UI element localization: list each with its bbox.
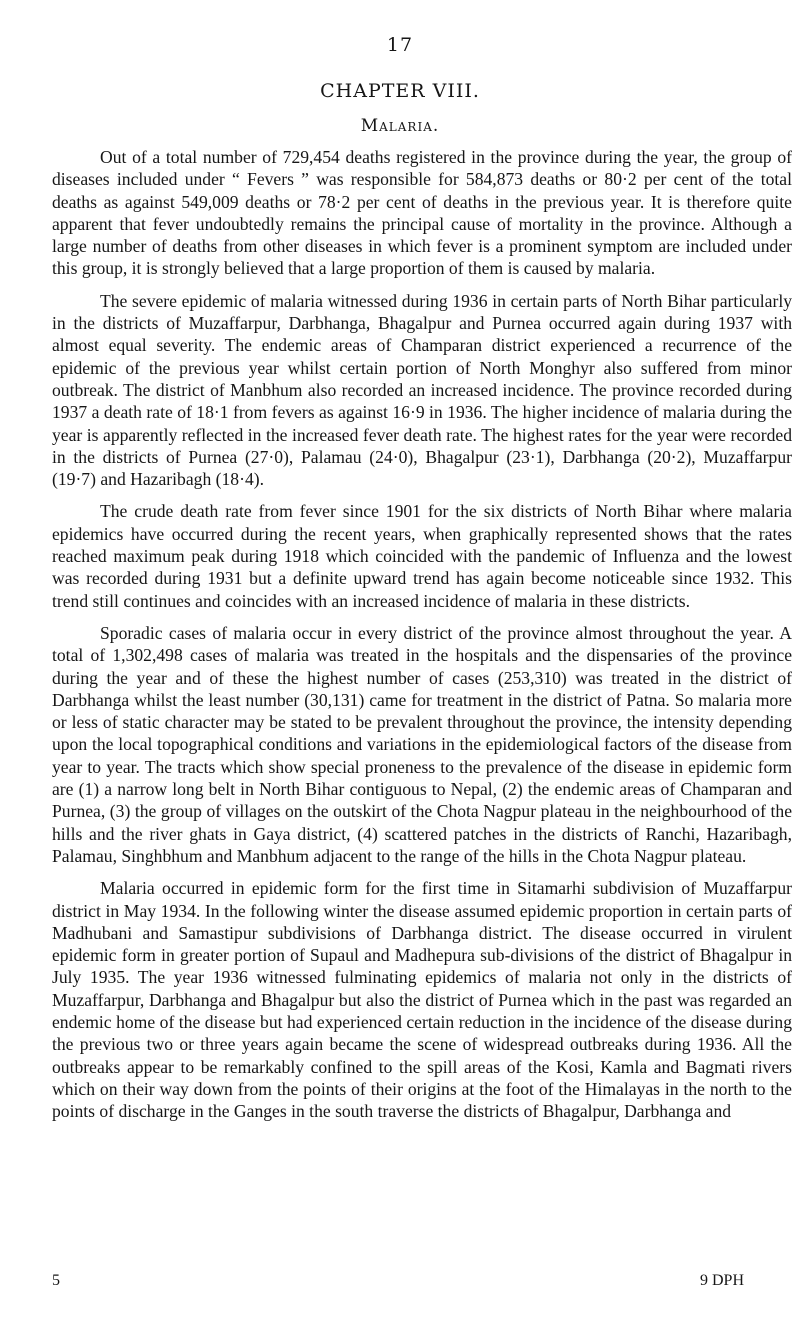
page-number: 17 bbox=[386, 34, 414, 56]
paragraph: Out of a total number of 729,454 deaths registered in the province during the year, the group of diseases included under “ Fevers ” was responsible for 584,873 deaths or 80·2 per cent of the total deaths as against 549,009 deaths or 78·2 per cent of deaths in the previous year. It is therefore quite apparent that fever undoubtedly remains the principal cause of mortality in the province. Although a large number of deaths from other diseases in which fever is a prominent symptom are included under this group, it is strongly believed that a large proportion of them is caused by malaria. bbox=[52, 147, 792, 279]
printer-mark: 9 DPH bbox=[699, 1272, 744, 1289]
signature-mark: 5 bbox=[52, 1272, 60, 1289]
section-title: Malaria. bbox=[360, 116, 440, 136]
paragraph: Sporadic cases of malaria occur in every district of the province almost throughout the year. A total of 1,302,498 cases of malaria was treated in the hospitals and the dispensaries of the province during the year and of these the highest number of cases (253,310) was treated in the district of Darbhanga whilst the least number (30,131) came for treatment in the district of Patna. So malaria more or less of static character may be stated to be prevalent throughout the province, the intensity depending upon the local topographical conditions and variations in the epidemiological factors of the disease from year to year. The tracts which show special proneness to the prevalence of the disease in epidemic form are (1) a narrow long belt in North Bihar contiguous to Nepal, (2) the endemic areas of Champaran and Purnea, (3) the group of villages on the outskirt of the Chota Nagpur plateau in the neighbourhood of the hills and the river ghats in Gaya district, (4) scattered patches in the districts of Ranchi, Hazaribagh, Palamau, Singhbhum and Manbhum adjacent to the range of the hills in the Chota Nagpur plateau. bbox=[52, 622, 792, 866]
paragraph: Malaria occurred in epidemic form for the first time in Sitamarhi subdivision of Muzaffarpur district in May 1934. In the following winter the disease assumed epidemic proportion in certain parts of Madhubani and Samastipur subdivisions of Darbhanga district. The disease occurred in virulent epidemic form in greater portion of Supaul and Madhepura sub-divisions of the district of Bhagalpur in July 1935. The year 1936 witnessed fulminating epidemics of malaria not only in the districts of Muzaffarpur, Darbhanga and Bhagalpur but also the district of Purnea which in the past was regarded an endemic home of the disease but had experienced certain reduction in the incidence of the disease during the previous two or three years again became the scene of widespread outbreaks during 1936. All the outbreaks appear to be remarkably confined to the spill areas of the Kosi, Kamla and Bagmati rivers which on their way down from the points of their origins at the foot of the Himalayas in the north to the points of discharge in the Ganges in the south traverse the districts of Bhagalpur, Darbhanga and bbox=[52, 878, 792, 1122]
body-text bbox=[52, 146, 792, 1132]
chapter-title: CHAPTER VIII. bbox=[320, 80, 480, 102]
paragraph: The severe epidemic of malaria witnessed during 1936 in certain parts of North Bihar particularly in the districts of Muzaffarpur, Darbhanga, Bhagalpur and Purnea occurred again during 1937 with almost equal severity. The endemic areas of Champaran district experienced a recurrence of the epidemic of the previous year whilst certain portion of North Monghyr also suffered from minor outbreak. The district of Manbhum also recorded an increased incidence. The province recorded during 1937 a death rate of 18·1 from fevers as against 16·9 in 1936. The higher incidence of malaria during the year is apparently reflected in the increased fever death rate. The highest rates for the year were recorded in the districts of Purnea (27·0), Palamau (24·0), Bhagalpur (23·1), Darbhanga (20·2), Muzaffarpur (19·7) and Hazaribagh (18·4). bbox=[52, 290, 792, 490]
paragraph: The crude death rate from fever since 1901 for the six districts of North Bihar where malaria epidemics have occurred during the recent years, when graphically represented shows that the rates reached maximum peak during 1918 which coincided with the pandemic of Influenza and the lowest was recorded during 1931 but a definite upward trend has again become noticeable since 1932. This trend still continues and coincides with an increased incidence of malaria in these districts. bbox=[52, 501, 792, 611]
